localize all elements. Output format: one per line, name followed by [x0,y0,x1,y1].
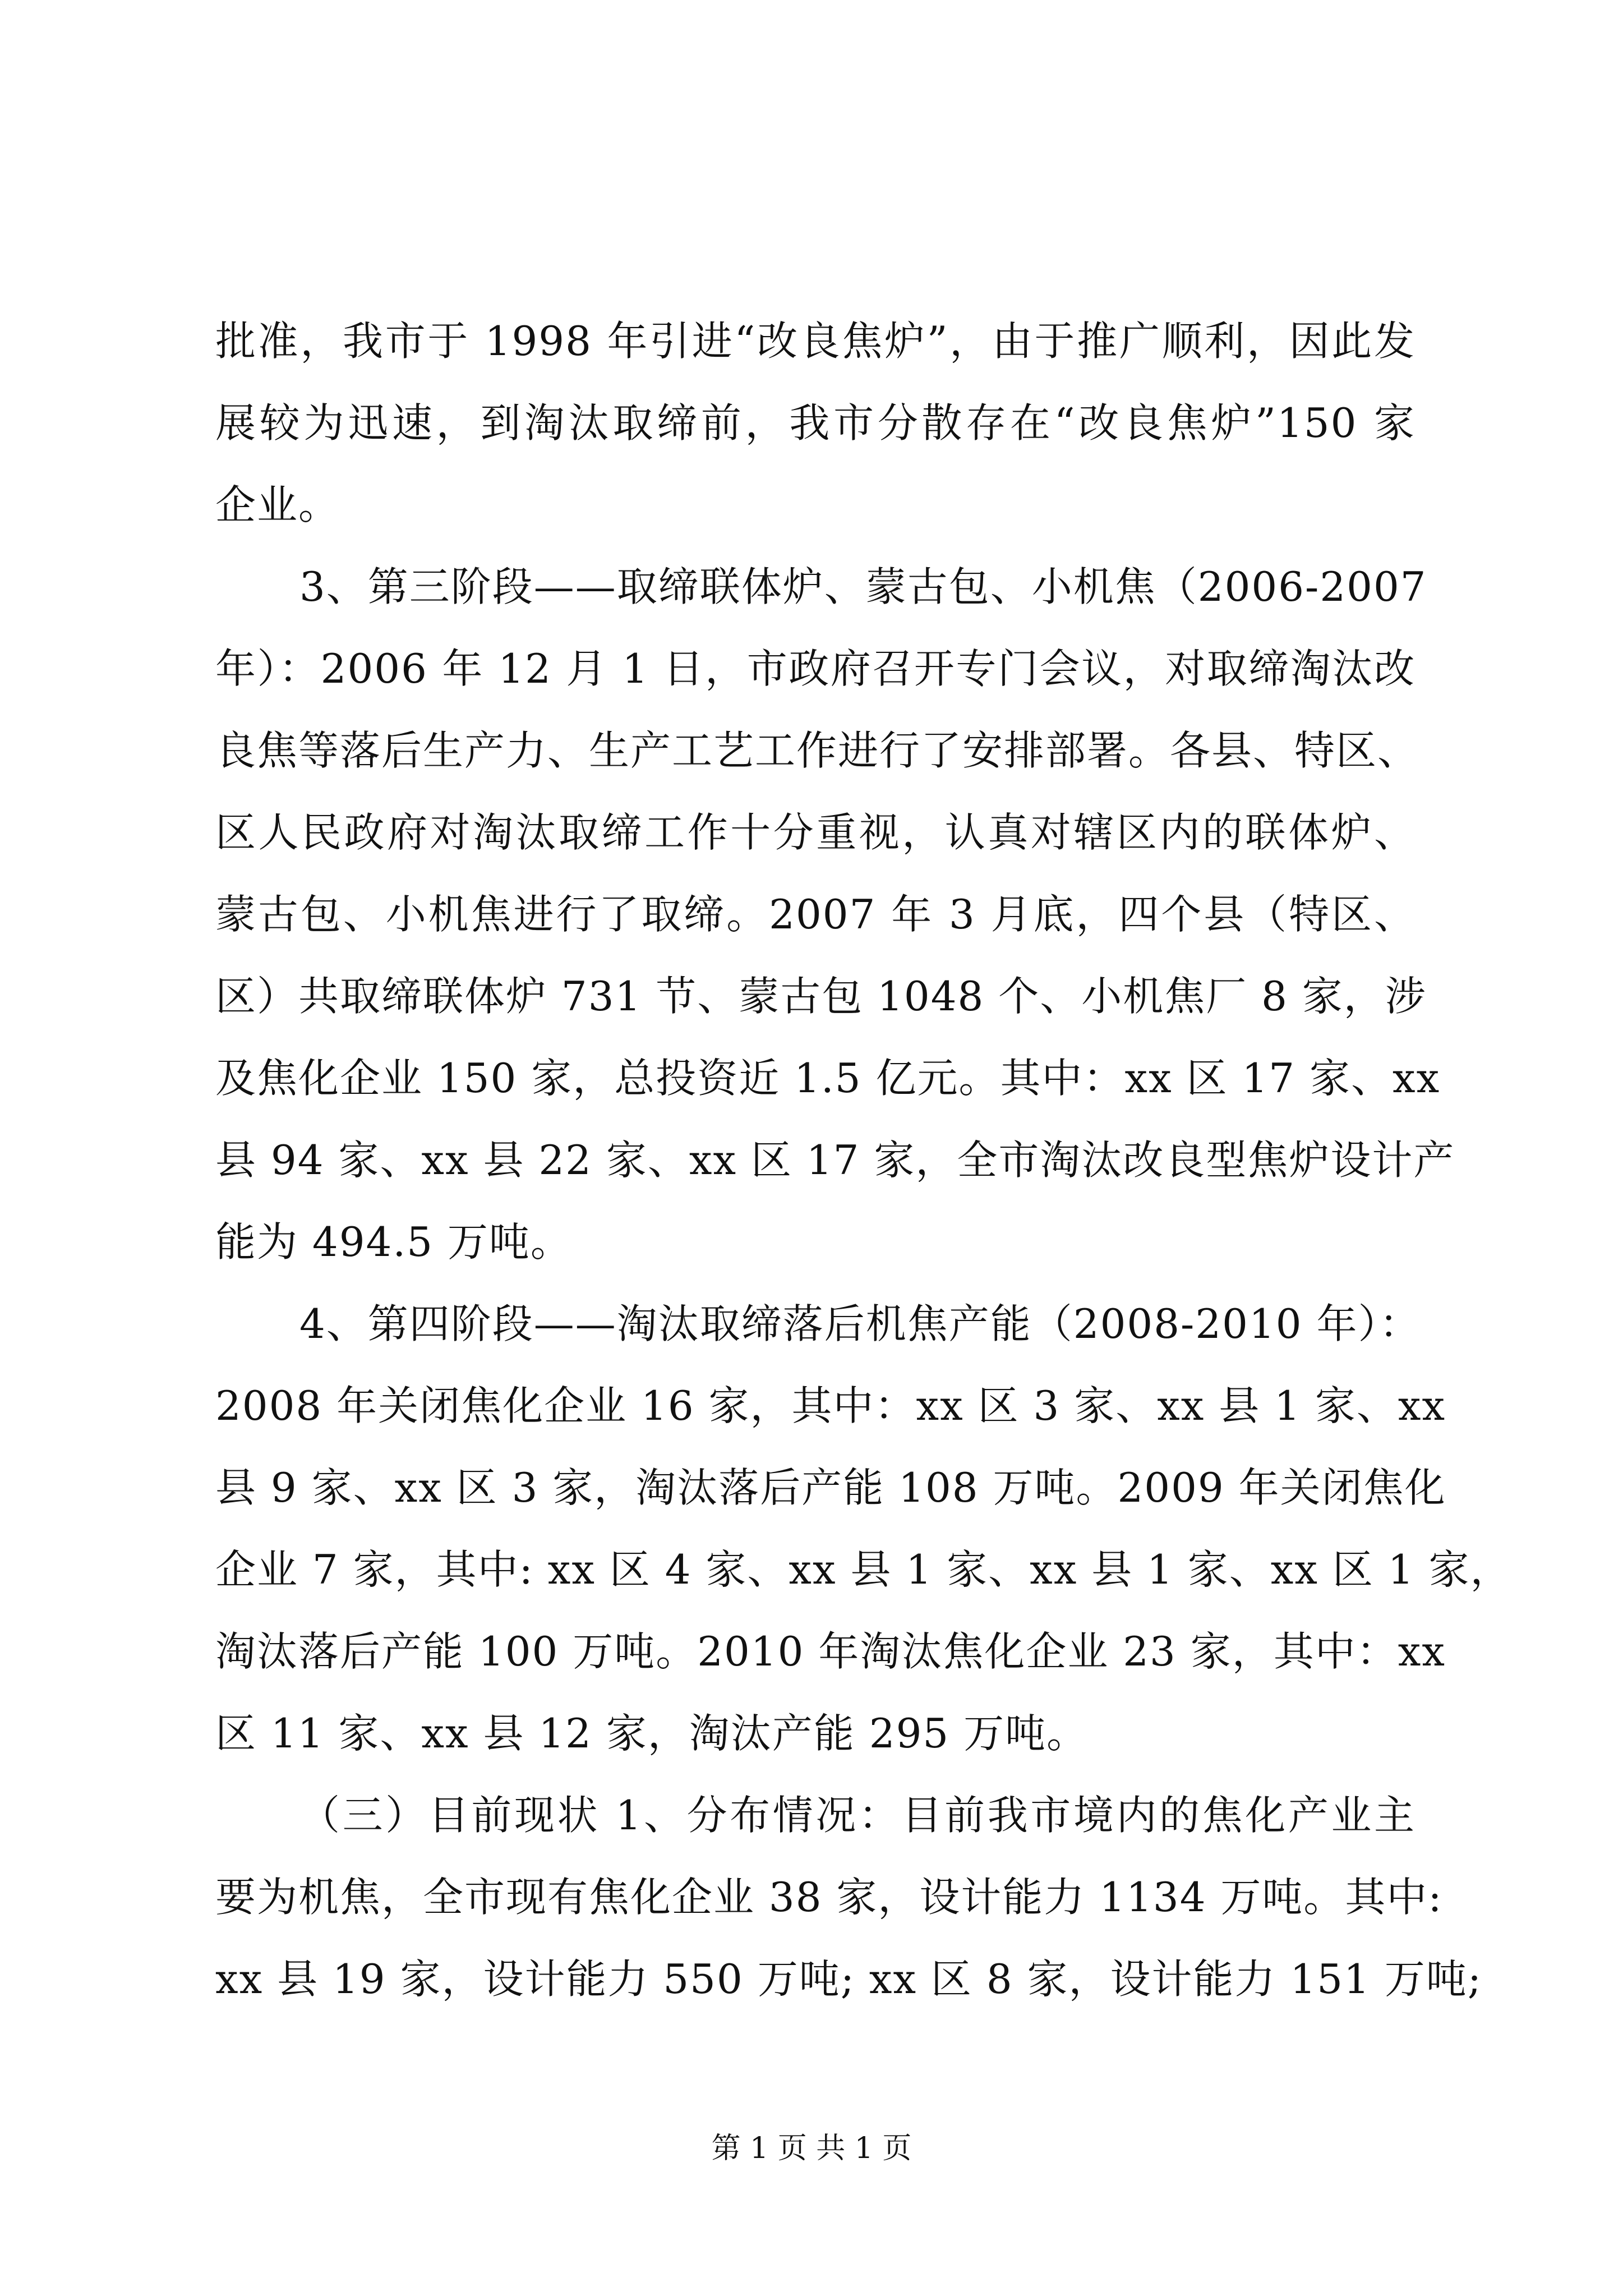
text-line: 蒙古包、小机焦进行了取缔。2007 年 3 月底，四个县（特区、 [215,891,1415,938]
text-line: 4、第四阶段——淘汰取缔落后机焦产能（2008-2010 年）： [299,1300,1421,1347]
text-line: 企业 7 家，其中: xx 区 4 家、xx 县 1 家、xx 县 1 家、xx 区 1 家， [215,1546,1512,1593]
text-line: 展较为迅速，到淘汰取缔前，我市分散存在“改良焦炉”150 家 [215,399,1415,447]
text-line: 区人民政府对淘汰取缔工作十分重视，认真对辖区内的联体炉、 [215,809,1415,856]
text-line: 淘汰落后产能 100 万吨。2010 年淘汰焦化企业 23 家，其中：xx [215,1628,1446,1675]
text-line: 能为 494.5 万吨。 [215,1218,572,1266]
text-line: 3、第三阶段——取缔联体炉、蒙古包、小机焦（2006-2007 [299,563,1427,610]
text-line: 区）共取缔联体炉 731 节、蒙古包 1048 个、小机焦厂 8 家，涉 [215,973,1427,1020]
text-line: （三）目前现状 1、分布情况：目前我市境内的焦化产业主 [299,1792,1415,1839]
document-body [215,300,1512,2020]
text-line: 良焦等落后生产力、生产工艺工作进行了安排部署。各县、特区、 [215,727,1419,774]
text-line: xx 县 19 家，设计能力 550 万吨; xx 区 8 家，设计能力 151 万吨; [215,1955,1482,2003]
text-line: 县 94 家、xx 县 22 家、xx 区 17 家，全市淘汰改良型焦炉设计产 [215,1137,1455,1184]
page-footer: 第 1 页 共 1 页 [711,2132,912,2165]
text-line: 区 11 家、xx 县 12 家，淘汰产能 295 万吨。 [215,1710,1089,1757]
text-line: 2008 年关闭焦化企业 16 家，其中：xx 区 3 家、xx 县 1 家、xx [215,1382,1446,1429]
text-line: 县 9 家、xx 区 3 家，淘汰落后产能 108 万吨。2009 年关闭焦化 [215,1464,1446,1511]
text-line: 企业。 [215,481,340,528]
text-line: 批准，我市于 1998 年引进“改良焦炉”，由于推广顺利，因此发 [215,318,1415,365]
text-line: 及焦化企业 150 家，总投资近 1.5 亿元。其中：xx 区 17 家、xx [215,1055,1441,1102]
text-line: 要为机焦，全市现有焦化企业 38 家，设计能力 1134 万吨。其中: [215,1874,1443,1921]
text-line: 年）：2006 年 12 月 1 日，市政府召开专门会议，对取缔淘汰改 [215,645,1415,692]
